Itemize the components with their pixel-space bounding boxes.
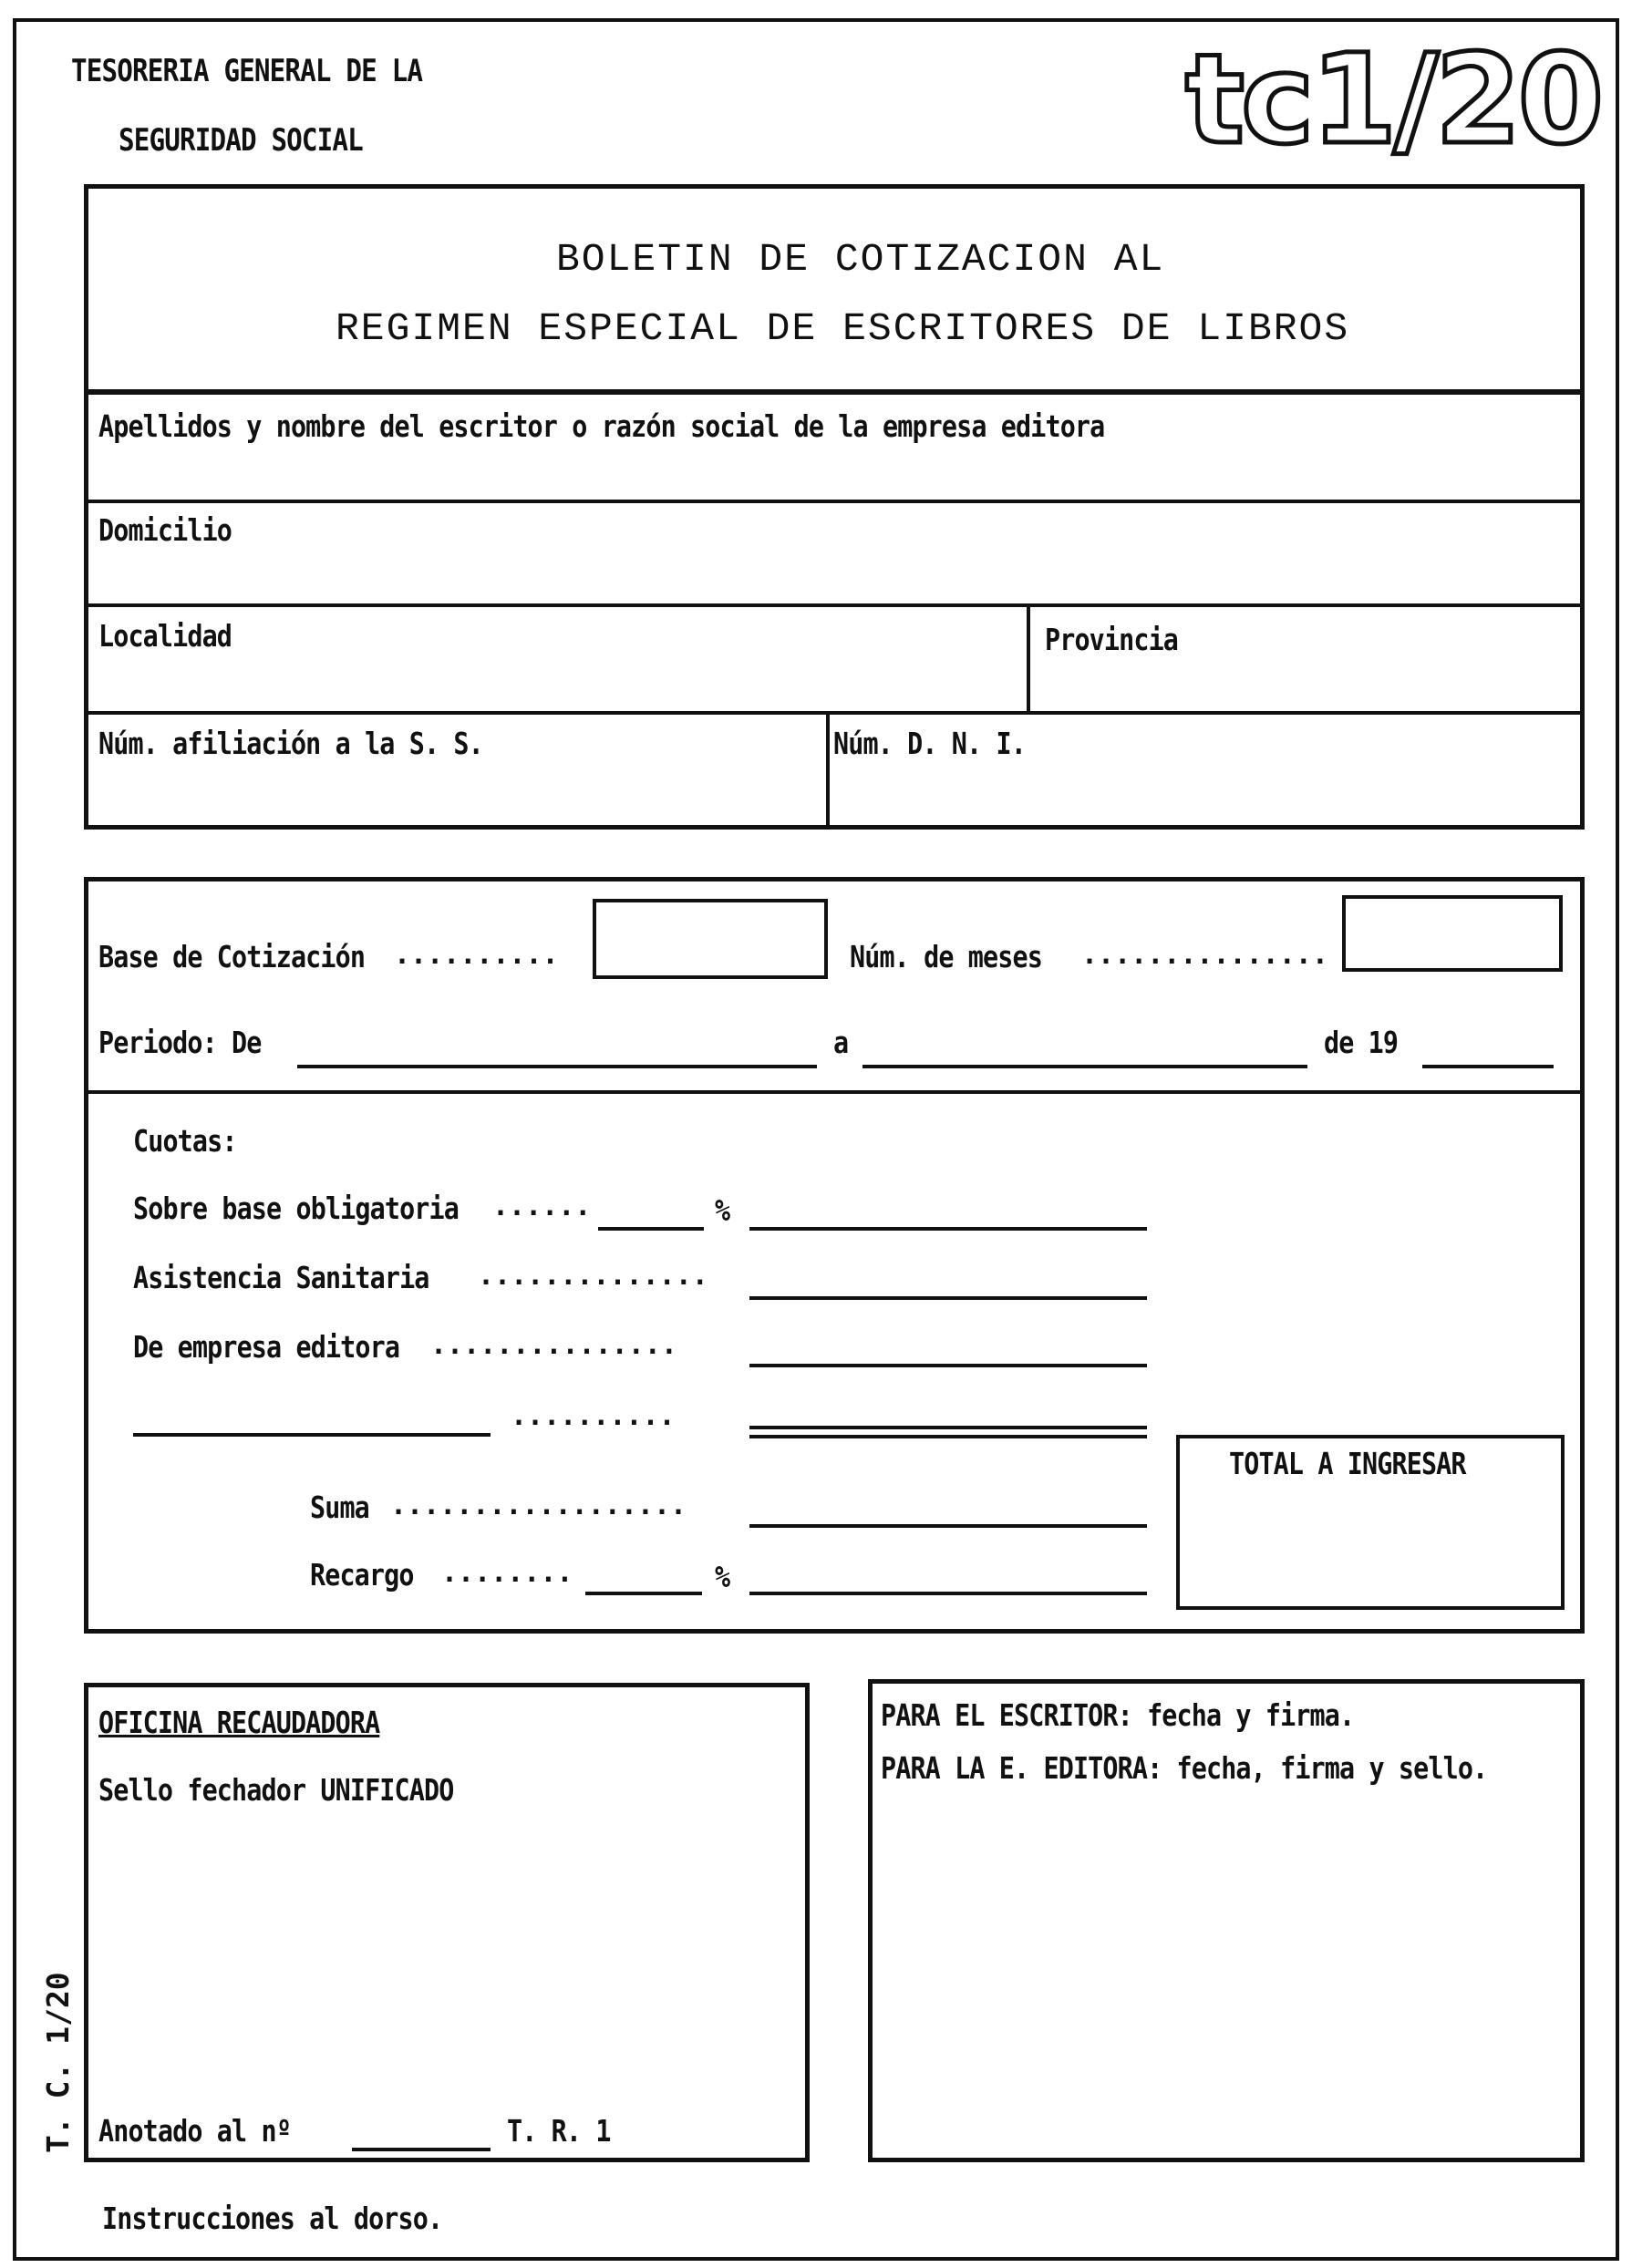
writer-signature-line: PARA EL ESCRITOR: fecha y firma. [881, 1697, 1355, 1733]
office-section [84, 1683, 810, 2162]
publisher-label: De empresa editora [133, 1329, 400, 1365]
quotas-heading: Cuotas: [133, 1123, 237, 1159]
side-code: T. C. 1/20 [40, 1972, 76, 2153]
province-field[interactable] [1045, 660, 1568, 706]
months-dots: ............... [1081, 939, 1328, 971]
surcharge-label: Recargo [310, 1557, 414, 1593]
mandatory-label: Sobre base obligatoria [133, 1191, 459, 1226]
divider [84, 711, 1585, 715]
divider [1027, 603, 1030, 711]
period-label: Periodo: De [98, 1025, 262, 1060]
ss-number-label: Núm. afiliación a la S. S. [98, 726, 483, 761]
months-label: Núm. de meses [850, 939, 1042, 974]
register-label: T. R. 1 [507, 2113, 611, 2149]
other-concept-dots: .......... [511, 1400, 676, 1432]
sum-dots: .................. [390, 1490, 687, 1521]
org-line-2: SEGURIDAD SOCIAL [119, 122, 363, 159]
divider [826, 711, 830, 830]
health-dots: .............. [478, 1260, 708, 1292]
recorded-number-line[interactable] [352, 2148, 491, 2151]
period-from-line[interactable] [297, 1065, 817, 1068]
mandatory-dots: ...... [492, 1191, 592, 1222]
writer-name-field[interactable] [98, 450, 1570, 496]
period-year-label: de 19 [1324, 1025, 1399, 1060]
total-rule [749, 1435, 1147, 1438]
surcharge-percent: % [715, 1559, 730, 1594]
base-dots: .......... [394, 939, 559, 971]
surcharge-rate-line[interactable] [585, 1592, 702, 1595]
period-to-label: a [833, 1025, 849, 1060]
mandatory-rate-line[interactable] [598, 1227, 704, 1231]
other-amount-line[interactable] [749, 1426, 1147, 1429]
dni-field[interactable] [833, 769, 1566, 819]
stamp-label: Sello fechador UNIFICADO [98, 1772, 454, 1808]
sum-label: Suma [310, 1490, 369, 1525]
office-heading: OFICINA RECAUDADORA [98, 1705, 380, 1740]
province-label: Provincia [1045, 622, 1179, 657]
recorded-label: Anotado al nº [98, 2113, 291, 2149]
mandatory-percent: % [715, 1192, 730, 1228]
other-concept-line[interactable] [133, 1433, 491, 1437]
surcharge-dots: ........ [441, 1557, 573, 1589]
locality-field[interactable] [98, 660, 1014, 706]
sum-amount-line[interactable] [749, 1524, 1147, 1528]
publisher-amount-line[interactable] [749, 1364, 1147, 1367]
form-code-logo: tc1/20 [1185, 28, 1601, 172]
period-to-line[interactable] [862, 1065, 1307, 1068]
divider [84, 1090, 1585, 1094]
total-label: TOTAL A INGRESAR [1229, 1446, 1466, 1481]
divider [84, 500, 1585, 503]
title-line-2: REGIMEN ESPECIAL DE ESCRITORES DE LIBROS [336, 306, 1350, 351]
base-amount-box[interactable] [593, 899, 828, 979]
title-section [84, 184, 1585, 394]
instructions-note: Instrucciones al dorso. [102, 2201, 443, 2236]
org-line-1: TESORERIA GENERAL DE LA [71, 53, 423, 89]
locality-label: Localidad [98, 618, 232, 654]
period-year-line[interactable] [1422, 1065, 1554, 1068]
surcharge-amount-line[interactable] [749, 1592, 1147, 1595]
publisher-dots: ............... [430, 1329, 677, 1361]
divider [84, 603, 1585, 607]
writer-name-label: Apellidos y nombre del escritor o razón social de la empresa editora [98, 408, 1105, 444]
publisher-signature-line: PARA LA E. EDITORA: fecha, firma y sello. [881, 1750, 1488, 1786]
ss-number-field[interactable] [98, 769, 813, 819]
dni-label: Núm. D. N. I. [833, 726, 1026, 761]
address-field[interactable] [98, 554, 1570, 600]
mandatory-amount-line[interactable] [749, 1227, 1147, 1231]
health-amount-line[interactable] [749, 1296, 1147, 1300]
base-label: Base de Cotización [98, 939, 366, 974]
months-box[interactable] [1342, 895, 1563, 972]
title-line-1: BOLETIN DE COTIZACION AL [556, 237, 1165, 282]
health-label: Asistencia Sanitaria [133, 1260, 429, 1295]
address-label: Domicilio [98, 512, 232, 548]
